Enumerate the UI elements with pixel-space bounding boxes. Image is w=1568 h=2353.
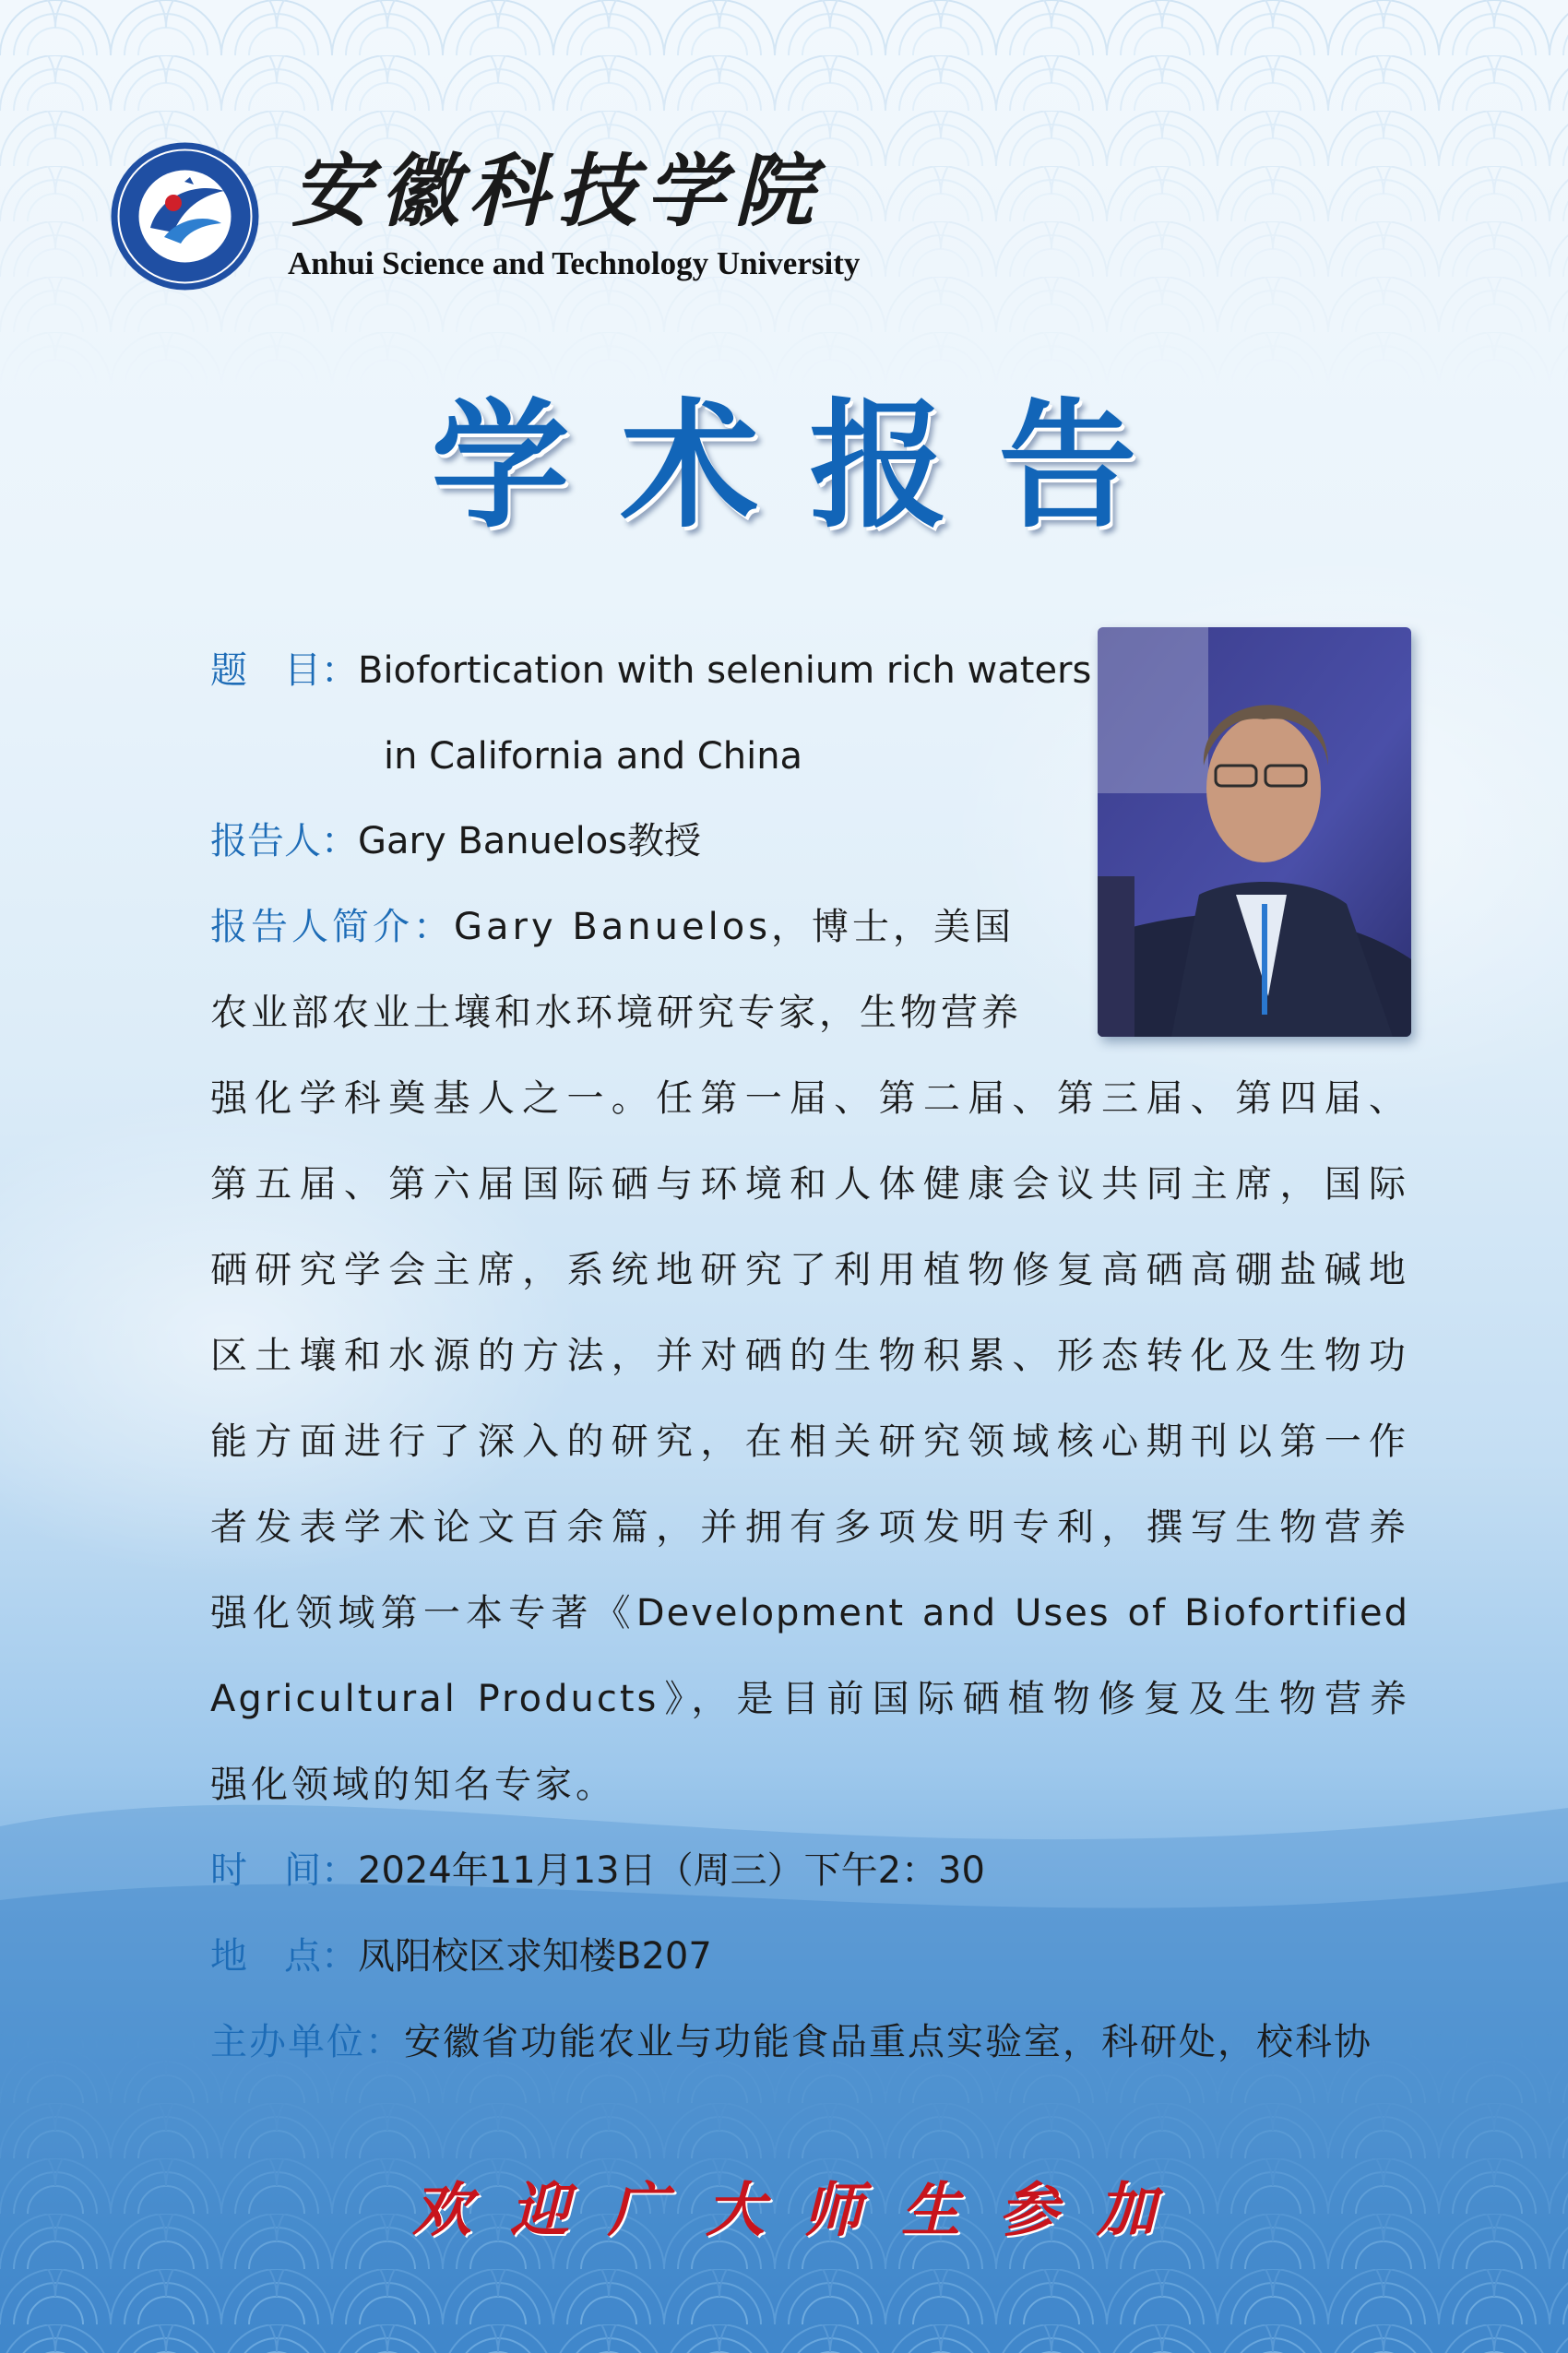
speaker-photo	[1098, 627, 1411, 1037]
topic-value-line-1: Biofortication with selenium rich waters	[358, 649, 1092, 692]
university-seal-icon	[109, 140, 261, 292]
university-name-cn: 安徽科技学院	[291, 145, 823, 238]
organizer-label: 主办单位：	[210, 2021, 404, 2063]
bio-line-8: 者发表学术论文百余篇，并拥有多项发明专利，撰写生物营养	[210, 1506, 1409, 1549]
time-value: 2024年11月13日（周三）下午2：30	[358, 1849, 985, 1892]
bio-line-6: 区土壤和水源的方法，并对硒的生物积累、形态转化及生物功	[210, 1335, 1409, 1377]
topic-label: 题 目：	[210, 649, 358, 692]
poster-title: 学术报告	[431, 385, 1188, 547]
university-header	[109, 140, 861, 297]
place-label: 地 点：	[210, 1935, 358, 1978]
bio-line-2: 农业部农业土壤和水环境研究专家，生物营养	[210, 992, 1022, 1034]
bio-line-9: 强化领域第一本专著《Development and Uses of Biofortified	[210, 1592, 1409, 1634]
bio-line-5: 硒研究学会主席，系统地研究了利用植物修复高硒高硼盐碱地	[210, 1249, 1409, 1291]
university-name-en: Anhui Science and Technology University	[288, 245, 861, 281]
speaker-value: Gary Banuelos教授	[358, 820, 702, 862]
speaker-line	[210, 814, 701, 869]
bio-line-3: 强化学科奠基人之一。任第一届、第二届、第三届、第四届、	[210, 1077, 1409, 1120]
time-line	[210, 1843, 985, 1898]
bio-label: 报告人简介：	[210, 906, 454, 948]
bio-line-7: 能方面进行了深入的研究，在相关研究领域核心期刊以第一作	[210, 1420, 1409, 1463]
topic-line-1	[210, 643, 1091, 698]
place-line	[210, 1929, 712, 1984]
bio-line-1	[210, 899, 1015, 955]
organizer-line	[210, 2014, 1372, 2070]
organizer-value: 安徽省功能农业与功能食品重点实验室，科研处，校科协	[404, 2021, 1372, 2063]
bio-line-11: 强化领域的知名专家。	[210, 1764, 616, 1806]
speaker-label: 报告人：	[210, 820, 358, 862]
time-label: 时 间：	[210, 1849, 358, 1892]
bio-text-1: Gary Banuelos，博士，美国	[454, 906, 1016, 948]
topic-value-line-2: in California and China	[384, 735, 803, 778]
welcome-slogan: 欢迎广大师生参加	[412, 2176, 1194, 2245]
bio-line-4: 第五届、第六届国际硒与环境和人体健康会议共同主席，国际	[210, 1163, 1409, 1206]
bio-line-10: Agricultural Products》，是目前国际硒植物修复及生物营养	[210, 1678, 1409, 1720]
place-value: 凤阳校区求知楼B207	[358, 1935, 712, 1978]
